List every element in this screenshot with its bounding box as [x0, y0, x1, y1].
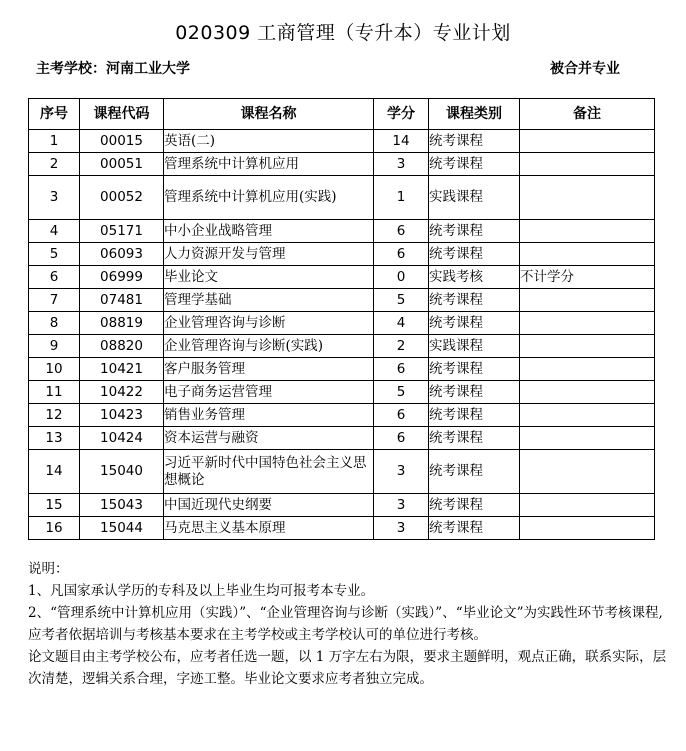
row-credit: 3: [374, 517, 429, 540]
row-note: [520, 312, 655, 335]
row-credit: 6: [374, 243, 429, 266]
row-no: 16: [29, 517, 80, 540]
row-category: 统考课程: [429, 153, 520, 176]
row-credit: 1: [374, 176, 429, 220]
row-credit: 4: [374, 312, 429, 335]
row-credit: 2: [374, 335, 429, 358]
row-course-code: 06093: [80, 243, 164, 266]
row-course-name: 习近平新时代中国特色社会主义思想概论: [164, 450, 374, 494]
row-no: 8: [29, 312, 80, 335]
row-credit: 6: [374, 358, 429, 381]
row-category: 统考课程: [429, 427, 520, 450]
row-credit: 0: [374, 266, 429, 289]
row-credit: 5: [374, 289, 429, 312]
row-credit: 3: [374, 450, 429, 494]
table-row: [29, 517, 655, 540]
row-note: [520, 243, 655, 266]
row-no: 7: [29, 289, 80, 312]
row-note: 不计学分: [520, 266, 655, 289]
row-course-code: 00052: [80, 176, 164, 220]
table-row: [29, 130, 655, 153]
table-row: [29, 358, 655, 381]
row-credit: 6: [374, 404, 429, 427]
row-credit: 5: [374, 381, 429, 404]
row-note: [520, 130, 655, 153]
row-note: [520, 289, 655, 312]
row-credit: 6: [374, 220, 429, 243]
header-note: 备注: [520, 99, 655, 130]
row-category: 统考课程: [429, 130, 520, 153]
row-course-name: 管理系统中计算机应用: [164, 153, 374, 176]
row-course-code: 10422: [80, 381, 164, 404]
row-course-name: 英语(二): [164, 130, 374, 153]
school-label: 主考学校：河南工业大学: [36, 61, 190, 77]
table-row: [29, 427, 655, 450]
row-note: [520, 358, 655, 381]
row-course-name: 企业管理咨询与诊断: [164, 312, 374, 335]
row-note: [520, 220, 655, 243]
table-row: [29, 312, 655, 335]
table-row: [29, 335, 655, 358]
row-category: 统考课程: [429, 494, 520, 517]
row-course-code: 10424: [80, 427, 164, 450]
row-course-name: 马克思主义基本原理: [164, 517, 374, 540]
row-course-name: 毕业论文: [164, 266, 374, 289]
row-category: 实践课程: [429, 335, 520, 358]
table-row: [29, 404, 655, 427]
table-row: [29, 450, 655, 494]
row-category: 统考课程: [429, 358, 520, 381]
notes-section: [28, 558, 668, 690]
note-item-2: 2、“管理系统中计算机应用（实践）”、“企业管理咨询与诊断（实践）”、“毕业论文”为实践性环节考核课程,应考者依据培训与考核基本要求在主考学校或主考学校认可的单位进行考核。: [28, 605, 663, 643]
header-code: 课程代码: [80, 99, 164, 130]
table-row: [29, 243, 655, 266]
row-course-name: 电子商务运营管理: [164, 381, 374, 404]
row-no: 3: [29, 176, 80, 220]
row-no: 12: [29, 404, 80, 427]
header-category: 课程类别: [429, 99, 520, 130]
row-course-name: 企业管理咨询与诊断(实践): [164, 335, 374, 358]
table-row: [29, 266, 655, 289]
row-note: [520, 176, 655, 220]
table-row: [29, 153, 655, 176]
row-note: [520, 517, 655, 540]
row-credit: 3: [374, 153, 429, 176]
header-credit: 学分: [374, 99, 429, 130]
row-note: [520, 450, 655, 494]
row-category: 统考课程: [429, 312, 520, 335]
row-course-name: 销售业务管理: [164, 404, 374, 427]
row-category: 统考课程: [429, 243, 520, 266]
row-course-name: 中小企业战略管理: [164, 220, 374, 243]
row-credit: 3: [374, 494, 429, 517]
page-title: 020309 工商管理（专升本）专业计划: [175, 22, 511, 44]
row-course-name: 资本运营与融资: [164, 427, 374, 450]
row-note: [520, 494, 655, 517]
row-category: 统考课程: [429, 289, 520, 312]
row-credit: 14: [374, 130, 429, 153]
header-name: 课程名称: [164, 99, 374, 130]
row-no: 4: [29, 220, 80, 243]
row-course-name: 管理学基础: [164, 289, 374, 312]
row-course-code: 08820: [80, 335, 164, 358]
row-no: 9: [29, 335, 80, 358]
row-course-code: 06999: [80, 266, 164, 289]
row-no: 11: [29, 381, 80, 404]
row-no: 5: [29, 243, 80, 266]
row-no: 15: [29, 494, 80, 517]
row-course-code: 00051: [80, 153, 164, 176]
row-course-code: 10423: [80, 404, 164, 427]
note-item-1: 1、凡国家承认学历的专科及以上毕业生均可报考本专业。: [28, 583, 375, 599]
row-no: 13: [29, 427, 80, 450]
row-no: 6: [29, 266, 80, 289]
row-course-code: 00015: [80, 130, 164, 153]
row-course-name: 中国近现代史纲要: [164, 494, 374, 517]
header-no: 序号: [29, 99, 80, 130]
row-course-code: 15044: [80, 517, 164, 540]
notes-heading: 说明：: [28, 561, 69, 577]
table-row: [29, 381, 655, 404]
table-row: [29, 220, 655, 243]
row-category: 统考课程: [429, 381, 520, 404]
row-note: [520, 335, 655, 358]
row-credit: 6: [374, 427, 429, 450]
row-no: 14: [29, 450, 80, 494]
row-course-code: 08819: [80, 312, 164, 335]
note-item-3: 论文题目由主考学校公布，应考者任选一题，以 1 万字左右为限，要求主题鲜明，观点正确，联系实际，层次清楚，逻辑关系合理，字迹工整。毕业论文要求应考者独立完成。: [28, 649, 667, 687]
row-note: [520, 153, 655, 176]
row-category: 统考课程: [429, 450, 520, 494]
row-course-code: 07481: [80, 289, 164, 312]
table-row: [29, 494, 655, 517]
merged-major-label: 被合并专业: [550, 61, 620, 77]
row-course-name: 人力资源开发与管理: [164, 243, 374, 266]
row-course-name: 管理系统中计算机应用(实践): [164, 176, 374, 220]
row-course-code: 15040: [80, 450, 164, 494]
row-category: 统考课程: [429, 220, 520, 243]
row-category: 统考课程: [429, 517, 520, 540]
row-no: 10: [29, 358, 80, 381]
row-note: [520, 381, 655, 404]
row-course-code: 05171: [80, 220, 164, 243]
course-plan-table: [28, 98, 655, 540]
row-course-name: 客户服务管理: [164, 358, 374, 381]
row-category: 实践课程: [429, 176, 520, 220]
row-no: 2: [29, 153, 80, 176]
row-no: 1: [29, 130, 80, 153]
row-note: [520, 404, 655, 427]
row-category: 统考课程: [429, 404, 520, 427]
row-note: [520, 427, 655, 450]
row-course-code: 10421: [80, 358, 164, 381]
table-header-row: [29, 99, 655, 130]
table-row: [29, 176, 655, 220]
row-category: 实践考核: [429, 266, 520, 289]
row-course-code: 15043: [80, 494, 164, 517]
table-row: [29, 289, 655, 312]
